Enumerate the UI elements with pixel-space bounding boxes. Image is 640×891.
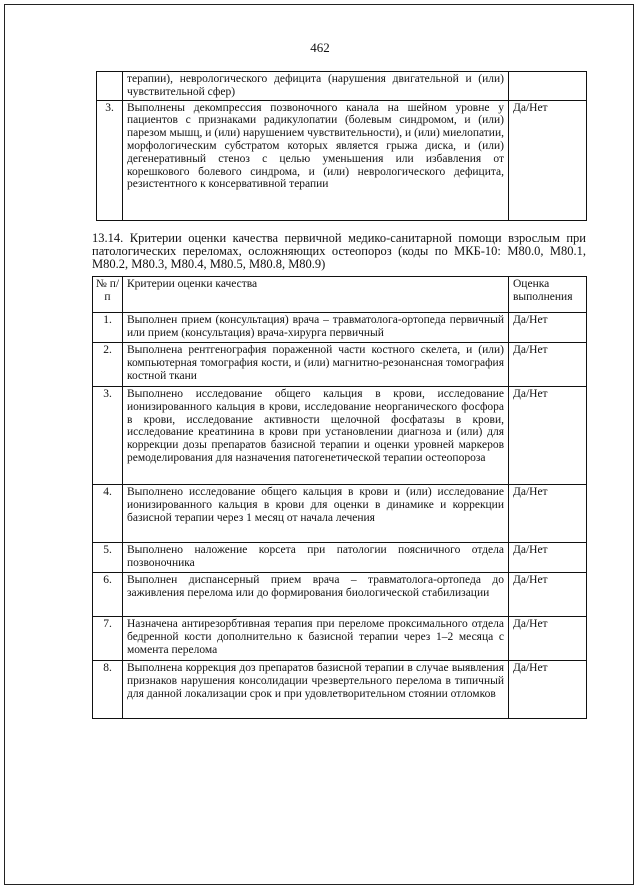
table-row <box>93 485 587 543</box>
criteria-table-continued <box>96 71 587 221</box>
criteria-table <box>92 276 587 719</box>
criterion-answer: Да/Нет <box>509 661 587 719</box>
row-number: 7. <box>93 617 123 661</box>
criterion-text: Выполнен прием (консультация) врача – травматолога-ортопеда первичный или прием (консультация) врача-хирурга первичный <box>123 313 509 343</box>
header-number: № п/п <box>93 277 123 313</box>
criterion-answer: Да/Нет <box>509 485 587 543</box>
row-number: 1. <box>93 313 123 343</box>
row-number: 3. <box>93 387 123 485</box>
table-row <box>97 72 587 101</box>
criterion-text: Выполнен диспансерный прием врача – травматолога-ортопеда до заживления перелома или до формирования биологической стабилизации <box>123 573 509 617</box>
criterion-answer <box>509 72 587 101</box>
table-row <box>97 100 587 220</box>
row-number: 5. <box>93 543 123 573</box>
table-header-row <box>93 277 587 313</box>
criterion-answer: Да/Нет <box>509 387 587 485</box>
header-criteria: Критерии оценки качества <box>123 277 509 313</box>
table-row <box>93 661 587 719</box>
row-number <box>97 72 123 101</box>
criterion-answer: Да/Нет <box>509 313 587 343</box>
table-row <box>93 543 587 573</box>
row-number: 2. <box>93 343 123 387</box>
header-score: Оценка выполнения <box>509 277 587 313</box>
criterion-text: Выполнена коррекция доз препаратов базисной терапии в случае выявления признаков нарушения консолидации чрезвертельного перелома в типичный для данной локализации срок и при удовлетворительном стоянии отломков <box>123 661 509 719</box>
criterion-text: Выполнено наложение корсета при патологии поясничного отдела позвоночника <box>123 543 509 573</box>
criterion-answer: Да/Нет <box>509 617 587 661</box>
table-row <box>93 313 587 343</box>
table-row <box>93 387 587 485</box>
criterion-text: Назначена антирезорбтивная терапия при переломе проксимального отдела бедренной кости дополнительно к базисной терапии через 1–2 месяца с момента перелома <box>123 617 509 661</box>
criterion-answer: Да/Нет <box>509 573 587 617</box>
table-row <box>93 573 587 617</box>
criterion-answer: Да/Нет <box>509 543 587 573</box>
table-row <box>93 617 587 661</box>
row-number: 3. <box>97 100 123 220</box>
table-row <box>93 343 587 387</box>
page-number: 462 <box>310 40 330 55</box>
criterion-text: Выполнено исследование общего кальция в крови, исследование ионизированного кальция в крови, исследование неорганического фосфора в крови, исследование активности щелочной фосфатазы в крови, исследование креатинина в крови при установлении диагноза и (или) для коррекции дозы препаратов базисной терапии и оценки уровней маркеров ремоделирования для назначения патогенетической терапии остеопороза <box>123 387 509 485</box>
row-number: 8. <box>93 661 123 719</box>
section-heading: 13.14. Критерии оценки качества первичной медико-санитарной помощи взрослым при патологических переломах, осложняющих остеопороз (коды по МКБ-10: M80.0, M80.1, M80.2, M80.3, M80.4, M80.5, M80.8, M80.9) <box>92 231 586 271</box>
row-number: 6. <box>93 573 123 617</box>
criterion-text: Выполнено исследование общего кальция в крови и (или) исследование ионизированного кальция в крови для оценки в динамике и коррекции базисной терапии через 1 месяц от начала лечения <box>123 485 509 543</box>
criterion-answer: Да/Нет <box>509 343 587 387</box>
row-number: 4. <box>93 485 123 543</box>
criterion-text: терапии), неврологического дефицита (нарушения двигательной и (или) чувствительной сфер) <box>123 72 509 101</box>
criterion-text: Выполнены декомпрессия позвоночного канала на шейном уровне у пациентов с признаками радикулопатии (болевым синдромом, и (или) парезом мышц, и (или) нарушением чувствительности), и (или) миелопатии, морфологическим субстратом которых является грыжа диска, и (или) дегенеративный стеноз с целью уменьшения или избавления от корешкового болевого синдрома, и (или) неврологического дефицита, резистентного к консервативной терапии <box>123 100 509 220</box>
criterion-text: Выполнена рентгенография пораженной части костного скелета, и (или) компьютерная томография кости, и (или) магнитно-резонансная томография костной ткани <box>123 343 509 387</box>
criterion-answer: Да/Нет <box>509 100 587 220</box>
